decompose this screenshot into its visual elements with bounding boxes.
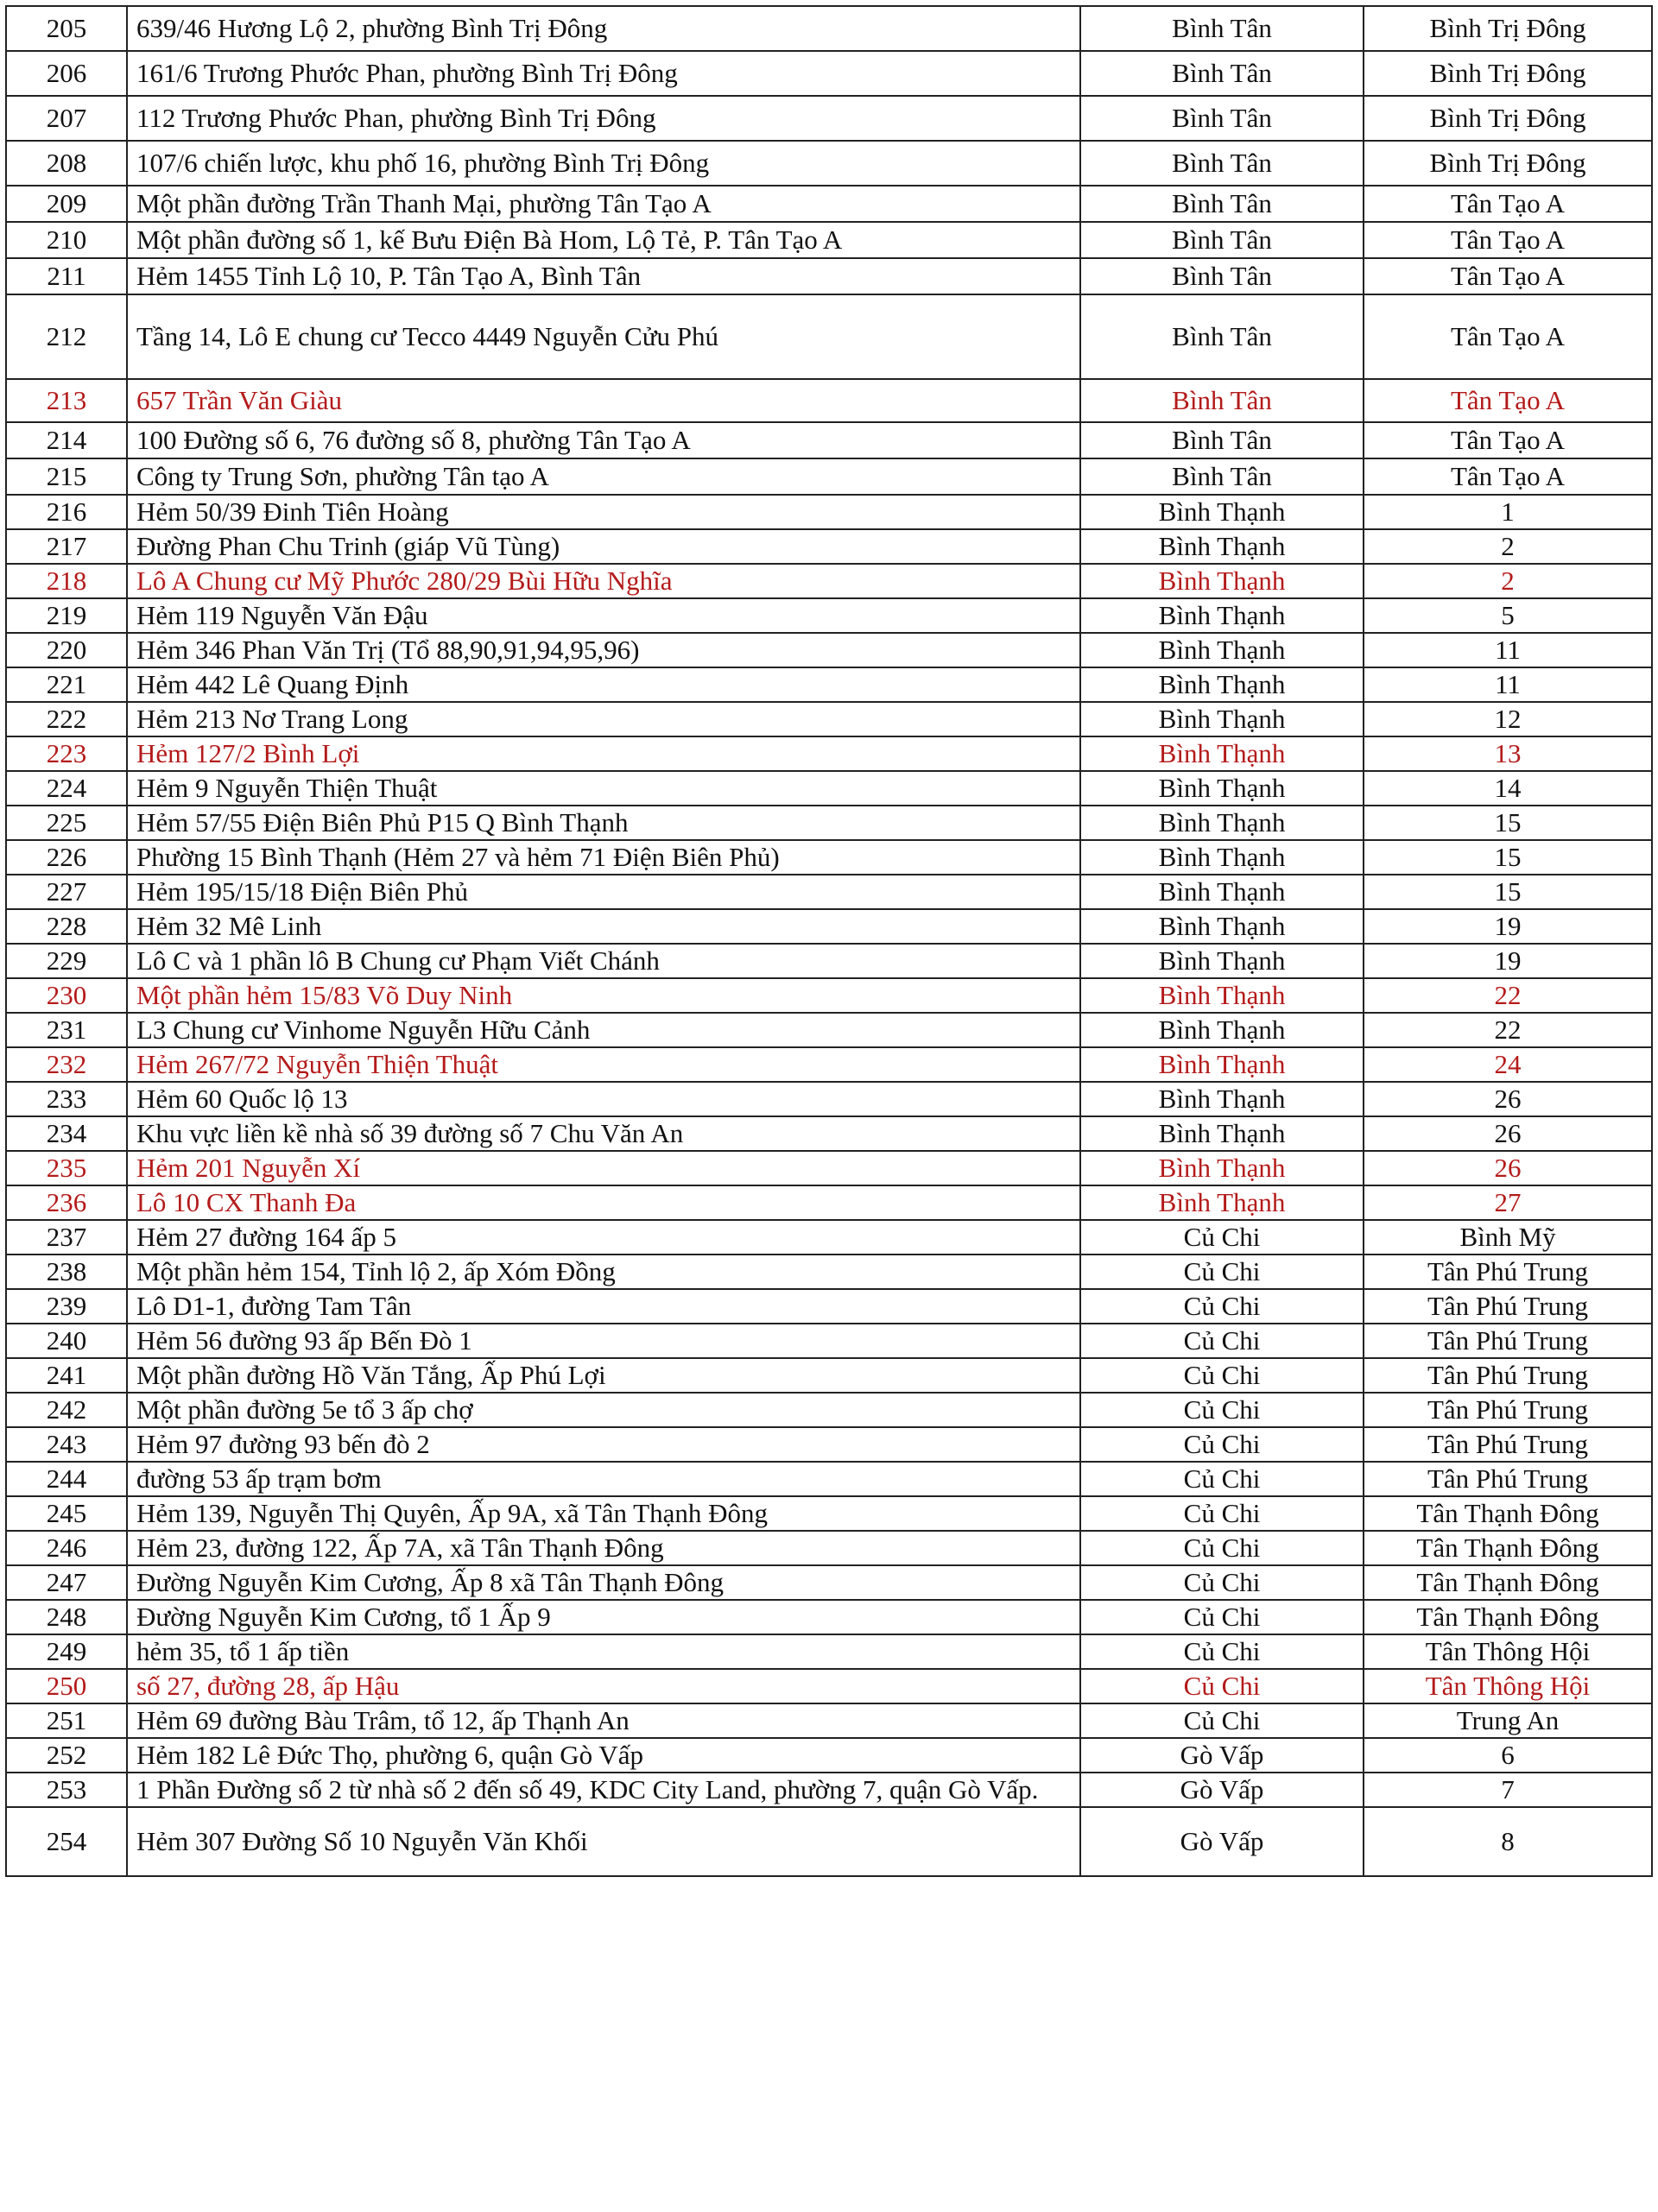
ward-cell: Tân Phú Trung [1364,1324,1652,1358]
table-row [6,51,1652,96]
row-number-cell: 212 [6,294,127,379]
district-cell: Củ Chi [1080,1634,1364,1669]
address-cell: Lô D1-1, đường Tam Tân [127,1289,1080,1324]
address-cell: Khu vực liền kề nhà số 39 đường số 7 Chu Văn An [127,1116,1080,1151]
address-cell: Hẻm 267/72 Nguyễn Thiện Thuật [127,1047,1080,1082]
ward-cell: Tân Tạo A [1364,294,1652,379]
table-row [6,1393,1652,1427]
district-cell: Gò Vấp [1080,1773,1364,1807]
table-row [6,1358,1652,1393]
row-number-cell: 238 [6,1255,127,1289]
district-cell: Bình Tân [1080,141,1364,186]
ward-cell: 11 [1364,667,1652,702]
district-cell: Bình Thạnh [1080,495,1364,529]
row-number-cell: 250 [6,1669,127,1703]
address-cell: 657 Trần Văn Giàu [127,379,1080,422]
ward-cell: 19 [1364,909,1652,944]
address-cell: Hẻm 56 đường 93 ấp Bến Đò 1 [127,1324,1080,1358]
table-row [6,1255,1652,1289]
ward-cell: 6 [1364,1738,1652,1773]
ward-cell: Tân Tạo A [1364,422,1652,458]
address-cell: Đường Nguyễn Kim Cương, Ấp 8 xã Tân Thạnh Đông [127,1565,1080,1600]
district-cell: Bình Thạnh [1080,909,1364,944]
table-row [6,1289,1652,1324]
row-number-cell: 239 [6,1289,127,1324]
table-row [6,840,1652,875]
row-number-cell: 226 [6,840,127,875]
address-cell: Tầng 14, Lô E chung cư Tecco 4449 Nguyễn Cửu Phú [127,294,1080,379]
district-cell: Củ Chi [1080,1427,1364,1462]
district-cell: Củ Chi [1080,1669,1364,1703]
ward-cell: Tân Tạo A [1364,222,1652,258]
row-number-cell: 216 [6,495,127,529]
district-cell: Bình Thạnh [1080,667,1364,702]
table-row [6,458,1652,495]
ward-cell: 2 [1364,529,1652,564]
ward-cell: 27 [1364,1185,1652,1220]
address-cell: Lô C và 1 phần lô B Chung cư Phạm Viết Chánh [127,944,1080,978]
district-cell: Bình Thạnh [1080,806,1364,840]
address-cell: 107/6 chiến lược, khu phố 16, phường Bình Trị Đông [127,141,1080,186]
table-row [6,1634,1652,1669]
row-number-cell: 246 [6,1531,127,1565]
district-cell: Củ Chi [1080,1703,1364,1738]
table-row [6,1807,1652,1876]
ward-cell: 1 [1364,495,1652,529]
table-row [6,564,1652,598]
row-number-cell: 251 [6,1703,127,1738]
table-row [6,702,1652,736]
lockdown-areas-table [5,5,1653,1877]
district-cell: Củ Chi [1080,1358,1364,1393]
table-row [6,495,1652,529]
row-number-cell: 248 [6,1600,127,1634]
table-row [6,6,1652,51]
row-number-cell: 229 [6,944,127,978]
ward-cell: 19 [1364,944,1652,978]
ward-cell: Tân Phú Trung [1364,1358,1652,1393]
table-row [6,422,1652,458]
district-cell: Bình Thạnh [1080,736,1364,771]
address-cell: Một phần hẻm 15/83 Võ Duy Ninh [127,978,1080,1013]
ward-cell: 24 [1364,1047,1652,1082]
row-number-cell: 231 [6,1013,127,1047]
table-row [6,633,1652,667]
district-cell: Củ Chi [1080,1600,1364,1634]
table-row [6,379,1652,422]
table-row [6,1116,1652,1151]
ward-cell: Tân Phú Trung [1364,1462,1652,1496]
district-cell: Bình Thạnh [1080,1116,1364,1151]
table-row [6,1496,1652,1531]
district-cell: Gò Vấp [1080,1738,1364,1773]
district-cell: Bình Thạnh [1080,875,1364,909]
district-cell: Bình Thạnh [1080,1082,1364,1116]
row-number-cell: 223 [6,736,127,771]
ward-cell: 26 [1364,1082,1652,1116]
row-number-cell: 245 [6,1496,127,1531]
district-cell: Bình Thạnh [1080,564,1364,598]
row-number-cell: 249 [6,1634,127,1669]
district-cell: Bình Tân [1080,51,1364,96]
ward-cell: Tân Tạo A [1364,258,1652,294]
row-number-cell: 217 [6,529,127,564]
ward-cell: Trung An [1364,1703,1652,1738]
row-number-cell: 220 [6,633,127,667]
address-cell: Lô 10 CX Thanh Đa [127,1185,1080,1220]
table-row [6,258,1652,294]
address-cell: Hẻm 346 Phan Văn Trị (Tổ 88,90,91,94,95,96) [127,633,1080,667]
ward-cell: Tân Phú Trung [1364,1393,1652,1427]
address-cell: Hẻm 97 đường 93 bến đò 2 [127,1427,1080,1462]
ward-cell: Bình Trị Đông [1364,141,1652,186]
row-number-cell: 237 [6,1220,127,1255]
row-number-cell: 228 [6,909,127,944]
row-number-cell: 227 [6,875,127,909]
table-row [6,1703,1652,1738]
table-row [6,1324,1652,1358]
address-cell: Một phần hẻm 154, Tỉnh lộ 2, ấp Xóm Đồng [127,1255,1080,1289]
row-number-cell: 208 [6,141,127,186]
address-cell: Hẻm 307 Đường Số 10 Nguyễn Văn Khối [127,1807,1080,1876]
ward-cell: 15 [1364,806,1652,840]
table-row [6,806,1652,840]
district-cell: Bình Tân [1080,379,1364,422]
district-cell: Bình Tân [1080,258,1364,294]
ward-cell: Tân Thạnh Đông [1364,1496,1652,1531]
district-cell: Củ Chi [1080,1496,1364,1531]
table-row [6,1565,1652,1600]
district-cell: Củ Chi [1080,1289,1364,1324]
ward-cell: 15 [1364,840,1652,875]
ward-cell: 5 [1364,598,1652,633]
table-row [6,1013,1652,1047]
ward-cell: 13 [1364,736,1652,771]
ward-cell: 22 [1364,978,1652,1013]
table-row [6,1082,1652,1116]
district-cell: Bình Thạnh [1080,1013,1364,1047]
ward-cell: 2 [1364,564,1652,598]
table-row [6,909,1652,944]
address-cell: Hẻm 27 đường 164 ấp 5 [127,1220,1080,1255]
table-row [6,978,1652,1013]
address-cell: Phường 15 Bình Thạnh (Hẻm 27 và hẻm 71 Điện Biên Phủ) [127,840,1080,875]
table-row [6,222,1652,258]
address-cell: 161/6 Trương Phước Phan, phường Bình Trị Đông [127,51,1080,96]
district-cell: Bình Tân [1080,6,1364,51]
district-cell: Bình Thạnh [1080,1047,1364,1082]
address-cell: Hẻm 9 Nguyễn Thiện Thuật [127,771,1080,806]
address-cell: Một phần đường số 1, kế Bưu Điện Bà Hom, Lộ Tẻ, P. Tân Tạo A [127,222,1080,258]
district-cell: Bình Thạnh [1080,840,1364,875]
row-number-cell: 225 [6,806,127,840]
ward-cell: Tân Thạnh Đông [1364,1600,1652,1634]
address-cell: Hẻm 60 Quốc lộ 13 [127,1082,1080,1116]
address-cell: số 27, đường 28, ấp Hậu [127,1669,1080,1703]
address-cell: Hẻm 50/39 Đinh Tiên Hoàng [127,495,1080,529]
address-cell: Hẻm 213 Nơ Trang Long [127,702,1080,736]
table-row [6,1531,1652,1565]
table-row [6,529,1652,564]
row-number-cell: 233 [6,1082,127,1116]
table-row [6,1773,1652,1807]
ward-cell: Tân Phú Trung [1364,1427,1652,1462]
address-cell: Hẻm 69 đường Bàu Trâm, tổ 12, ấp Thạnh An [127,1703,1080,1738]
address-cell: Một phần đường 5e tổ 3 ấp chợ [127,1393,1080,1427]
table-row [6,1427,1652,1462]
table-row [6,1669,1652,1703]
ward-cell: Tân Tạo A [1364,186,1652,222]
row-number-cell: 235 [6,1151,127,1185]
ward-cell: 7 [1364,1773,1652,1807]
district-cell: Củ Chi [1080,1220,1364,1255]
ward-cell: 14 [1364,771,1652,806]
address-cell: Hẻm 127/2 Bình Lợi [127,736,1080,771]
table-row [6,875,1652,909]
district-cell: Củ Chi [1080,1324,1364,1358]
row-number-cell: 206 [6,51,127,96]
address-cell: Hẻm 1455 Tỉnh Lộ 10, P. Tân Tạo A, Bình Tân [127,258,1080,294]
address-cell: Hẻm 119 Nguyễn Văn Đậu [127,598,1080,633]
district-cell: Bình Thạnh [1080,529,1364,564]
district-cell: Bình Thạnh [1080,771,1364,806]
table-row [6,1151,1652,1185]
ward-cell: Tân Thông Hội [1364,1634,1652,1669]
row-number-cell: 221 [6,667,127,702]
address-cell: 1 Phần Đường số 2 từ nhà số 2 đến số 49, KDC City Land, phường 7, quận Gò Vấp. [127,1773,1080,1807]
address-cell: Đường Phan Chu Trinh (giáp Vũ Tùng) [127,529,1080,564]
ward-cell: Tân Phú Trung [1364,1255,1652,1289]
address-cell: Hẻm 195/15/18 Điện Biên Phủ [127,875,1080,909]
table-row [6,1185,1652,1220]
row-number-cell: 214 [6,422,127,458]
ward-cell: Tân Thạnh Đông [1364,1565,1652,1600]
table-row [6,1462,1652,1496]
district-cell: Bình Thạnh [1080,978,1364,1013]
row-number-cell: 234 [6,1116,127,1151]
ward-cell: Bình Trị Đông [1364,96,1652,141]
row-number-cell: 252 [6,1738,127,1773]
ward-cell: 26 [1364,1116,1652,1151]
address-cell: đường 53 ấp trạm bơm [127,1462,1080,1496]
row-number-cell: 218 [6,564,127,598]
address-cell: Hẻm 182 Lê Đức Thọ, phường 6, quận Gò Vấp [127,1738,1080,1773]
address-cell: Một phần đường Hồ Văn Tắng, Ấp Phú Lợi [127,1358,1080,1393]
row-number-cell: 244 [6,1462,127,1496]
row-number-cell: 224 [6,771,127,806]
row-number-cell: 205 [6,6,127,51]
row-number-cell: 213 [6,379,127,422]
district-cell: Bình Thạnh [1080,702,1364,736]
address-cell: Lô A Chung cư Mỹ Phước 280/29 Bùi Hữu Nghĩa [127,564,1080,598]
address-cell: Đường Nguyễn Kim Cương, tổ 1 Ấp 9 [127,1600,1080,1634]
table-row [6,96,1652,141]
row-number-cell: 210 [6,222,127,258]
district-cell: Bình Thạnh [1080,598,1364,633]
ward-cell: Tân Tạo A [1364,458,1652,495]
table-row [6,736,1652,771]
address-cell: Hẻm 57/55 Điện Biên Phủ P15 Q Bình Thạnh [127,806,1080,840]
address-cell: 100 Đường số 6, 76 đường số 8, phường Tân Tạo A [127,422,1080,458]
district-cell: Củ Chi [1080,1462,1364,1496]
district-cell: Gò Vấp [1080,1807,1364,1876]
ward-cell: Bình Mỹ [1364,1220,1652,1255]
district-cell: Bình Thạnh [1080,1185,1364,1220]
table-row [6,1738,1652,1773]
ward-cell: Tân Tạo A [1364,379,1652,422]
row-number-cell: 243 [6,1427,127,1462]
district-cell: Bình Thạnh [1080,1151,1364,1185]
row-number-cell: 253 [6,1773,127,1807]
district-cell: Bình Tân [1080,96,1364,141]
row-number-cell: 240 [6,1324,127,1358]
table-row [6,141,1652,186]
address-cell: 112 Trương Phước Phan, phường Bình Trị Đông [127,96,1080,141]
address-cell: Hẻm 139, Nguyễn Thị Quyên, Ấp 9A, xã Tân Thạnh Đông [127,1496,1080,1531]
row-number-cell: 247 [6,1565,127,1600]
table-row [6,1600,1652,1634]
district-cell: Củ Chi [1080,1565,1364,1600]
table-row [6,598,1652,633]
row-number-cell: 207 [6,96,127,141]
ward-cell: Tân Phú Trung [1364,1289,1652,1324]
ward-cell: 12 [1364,702,1652,736]
address-cell: hẻm 35, tổ 1 ấp tiền [127,1634,1080,1669]
ward-cell: Tân Thông Hội [1364,1669,1652,1703]
address-cell: Công ty Trung Sơn, phường Tân tạo A [127,458,1080,495]
row-number-cell: 236 [6,1185,127,1220]
address-cell: Hẻm 201 Nguyễn Xí [127,1151,1080,1185]
table-row [6,1220,1652,1255]
row-number-cell: 230 [6,978,127,1013]
district-cell: Bình Thạnh [1080,944,1364,978]
row-number-cell: 222 [6,702,127,736]
district-cell: Bình Thạnh [1080,633,1364,667]
address-cell: Hẻm 23, đường 122, Ấp 7A, xã Tân Thạnh Đông [127,1531,1080,1565]
table-row [6,294,1652,379]
ward-cell: 11 [1364,633,1652,667]
district-cell: Củ Chi [1080,1393,1364,1427]
address-cell: L3 Chung cư Vinhome Nguyễn Hữu Cảnh [127,1013,1080,1047]
ward-cell: 22 [1364,1013,1652,1047]
ward-cell: 15 [1364,875,1652,909]
row-number-cell: 232 [6,1047,127,1082]
row-number-cell: 219 [6,598,127,633]
district-cell: Bình Tân [1080,294,1364,379]
district-cell: Bình Tân [1080,186,1364,222]
address-cell: Hẻm 32 Mê Linh [127,909,1080,944]
address-cell: Một phần đường Trần Thanh Mại, phường Tân Tạo A [127,186,1080,222]
ward-cell: 26 [1364,1151,1652,1185]
table-row [6,771,1652,806]
district-cell: Bình Tân [1080,422,1364,458]
district-cell: Bình Tân [1080,458,1364,495]
district-cell: Củ Chi [1080,1531,1364,1565]
row-number-cell: 241 [6,1358,127,1393]
row-number-cell: 211 [6,258,127,294]
row-number-cell: 209 [6,186,127,222]
ward-cell: 8 [1364,1807,1652,1876]
row-number-cell: 215 [6,458,127,495]
ward-cell: Bình Trị Đông [1364,51,1652,96]
district-cell: Bình Tân [1080,222,1364,258]
address-cell: 639/46 Hương Lộ 2, phường Bình Trị Đông [127,6,1080,51]
table-row [6,944,1652,978]
table-row [6,186,1652,222]
table-row [6,1047,1652,1082]
ward-cell: Tân Thạnh Đông [1364,1531,1652,1565]
address-cell: Hẻm 442 Lê Quang Định [127,667,1080,702]
row-number-cell: 254 [6,1807,127,1876]
row-number-cell: 242 [6,1393,127,1427]
ward-cell: Bình Trị Đông [1364,6,1652,51]
table-body [6,6,1652,1876]
table-row [6,667,1652,702]
district-cell: Củ Chi [1080,1255,1364,1289]
